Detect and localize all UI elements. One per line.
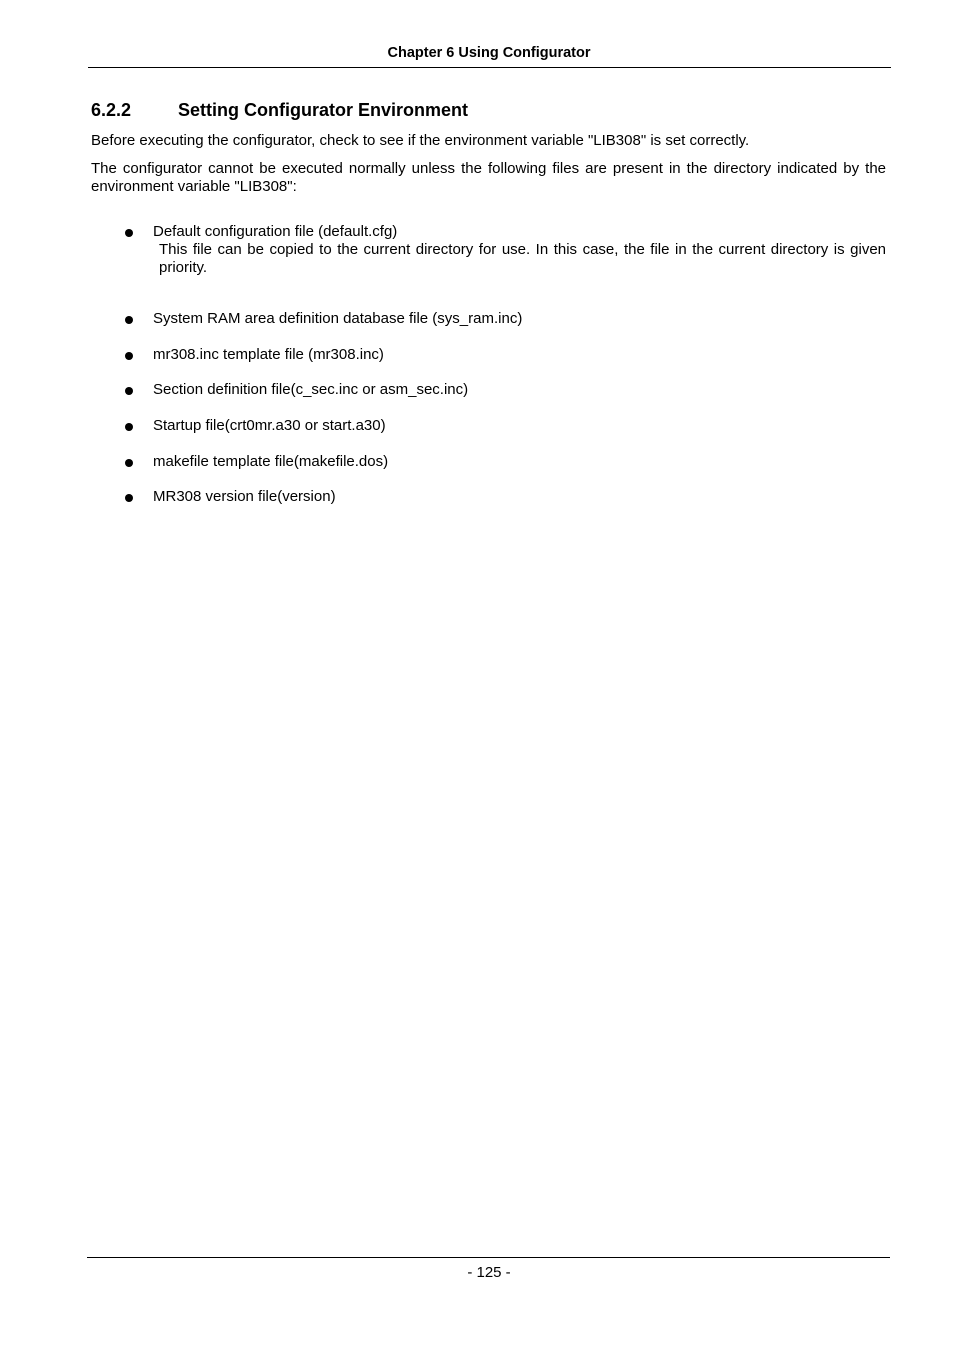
header-divider (88, 67, 891, 68)
bullet-icon (125, 423, 133, 431)
bullet-icon (125, 316, 133, 324)
intro-paragraph: Before executing the configurator, check to see if the environment variable "LIB308" is set correctly. (91, 132, 750, 149)
section-title: Setting Configurator Environment (178, 100, 468, 120)
section-number: 6.2.2 (91, 100, 132, 120)
bullet-icon (125, 387, 133, 395)
page-number: - 125 - (467, 1264, 511, 1281)
list-item-text: System RAM area definition database file (sys_ram.inc) (153, 310, 523, 327)
list-item-text: MR308 version file(version) (153, 488, 336, 505)
list-item-text: makefile template file(makefile.dos) (153, 453, 389, 470)
requirement-paragraph: The configurator cannot be executed normally unless the following files are present in the directory indicated by the environment variable "LIB308": (91, 160, 886, 195)
bullet-icon (125, 494, 133, 502)
list-item-note: This file can be copied to the current directory for use. In this case, the file in the current directory is given priority. (159, 241, 886, 276)
bullet-icon (125, 229, 133, 237)
chapter-title: Chapter 6 Using Configurator (387, 45, 591, 61)
list-item-text: mr308.inc template file (mr308.inc) (153, 346, 384, 363)
list-item-text: Section definition file(c_sec.inc or asm_sec.inc) (153, 381, 469, 398)
bullet-icon (125, 352, 133, 360)
list-item-text: Default configuration file (default.cfg) (153, 223, 398, 240)
section-heading (91, 100, 468, 121)
footer-divider (87, 1257, 890, 1258)
list-item-text: Startup file(crt0mr.a30 or start.a30) (153, 417, 386, 434)
bullet-icon (125, 459, 133, 467)
